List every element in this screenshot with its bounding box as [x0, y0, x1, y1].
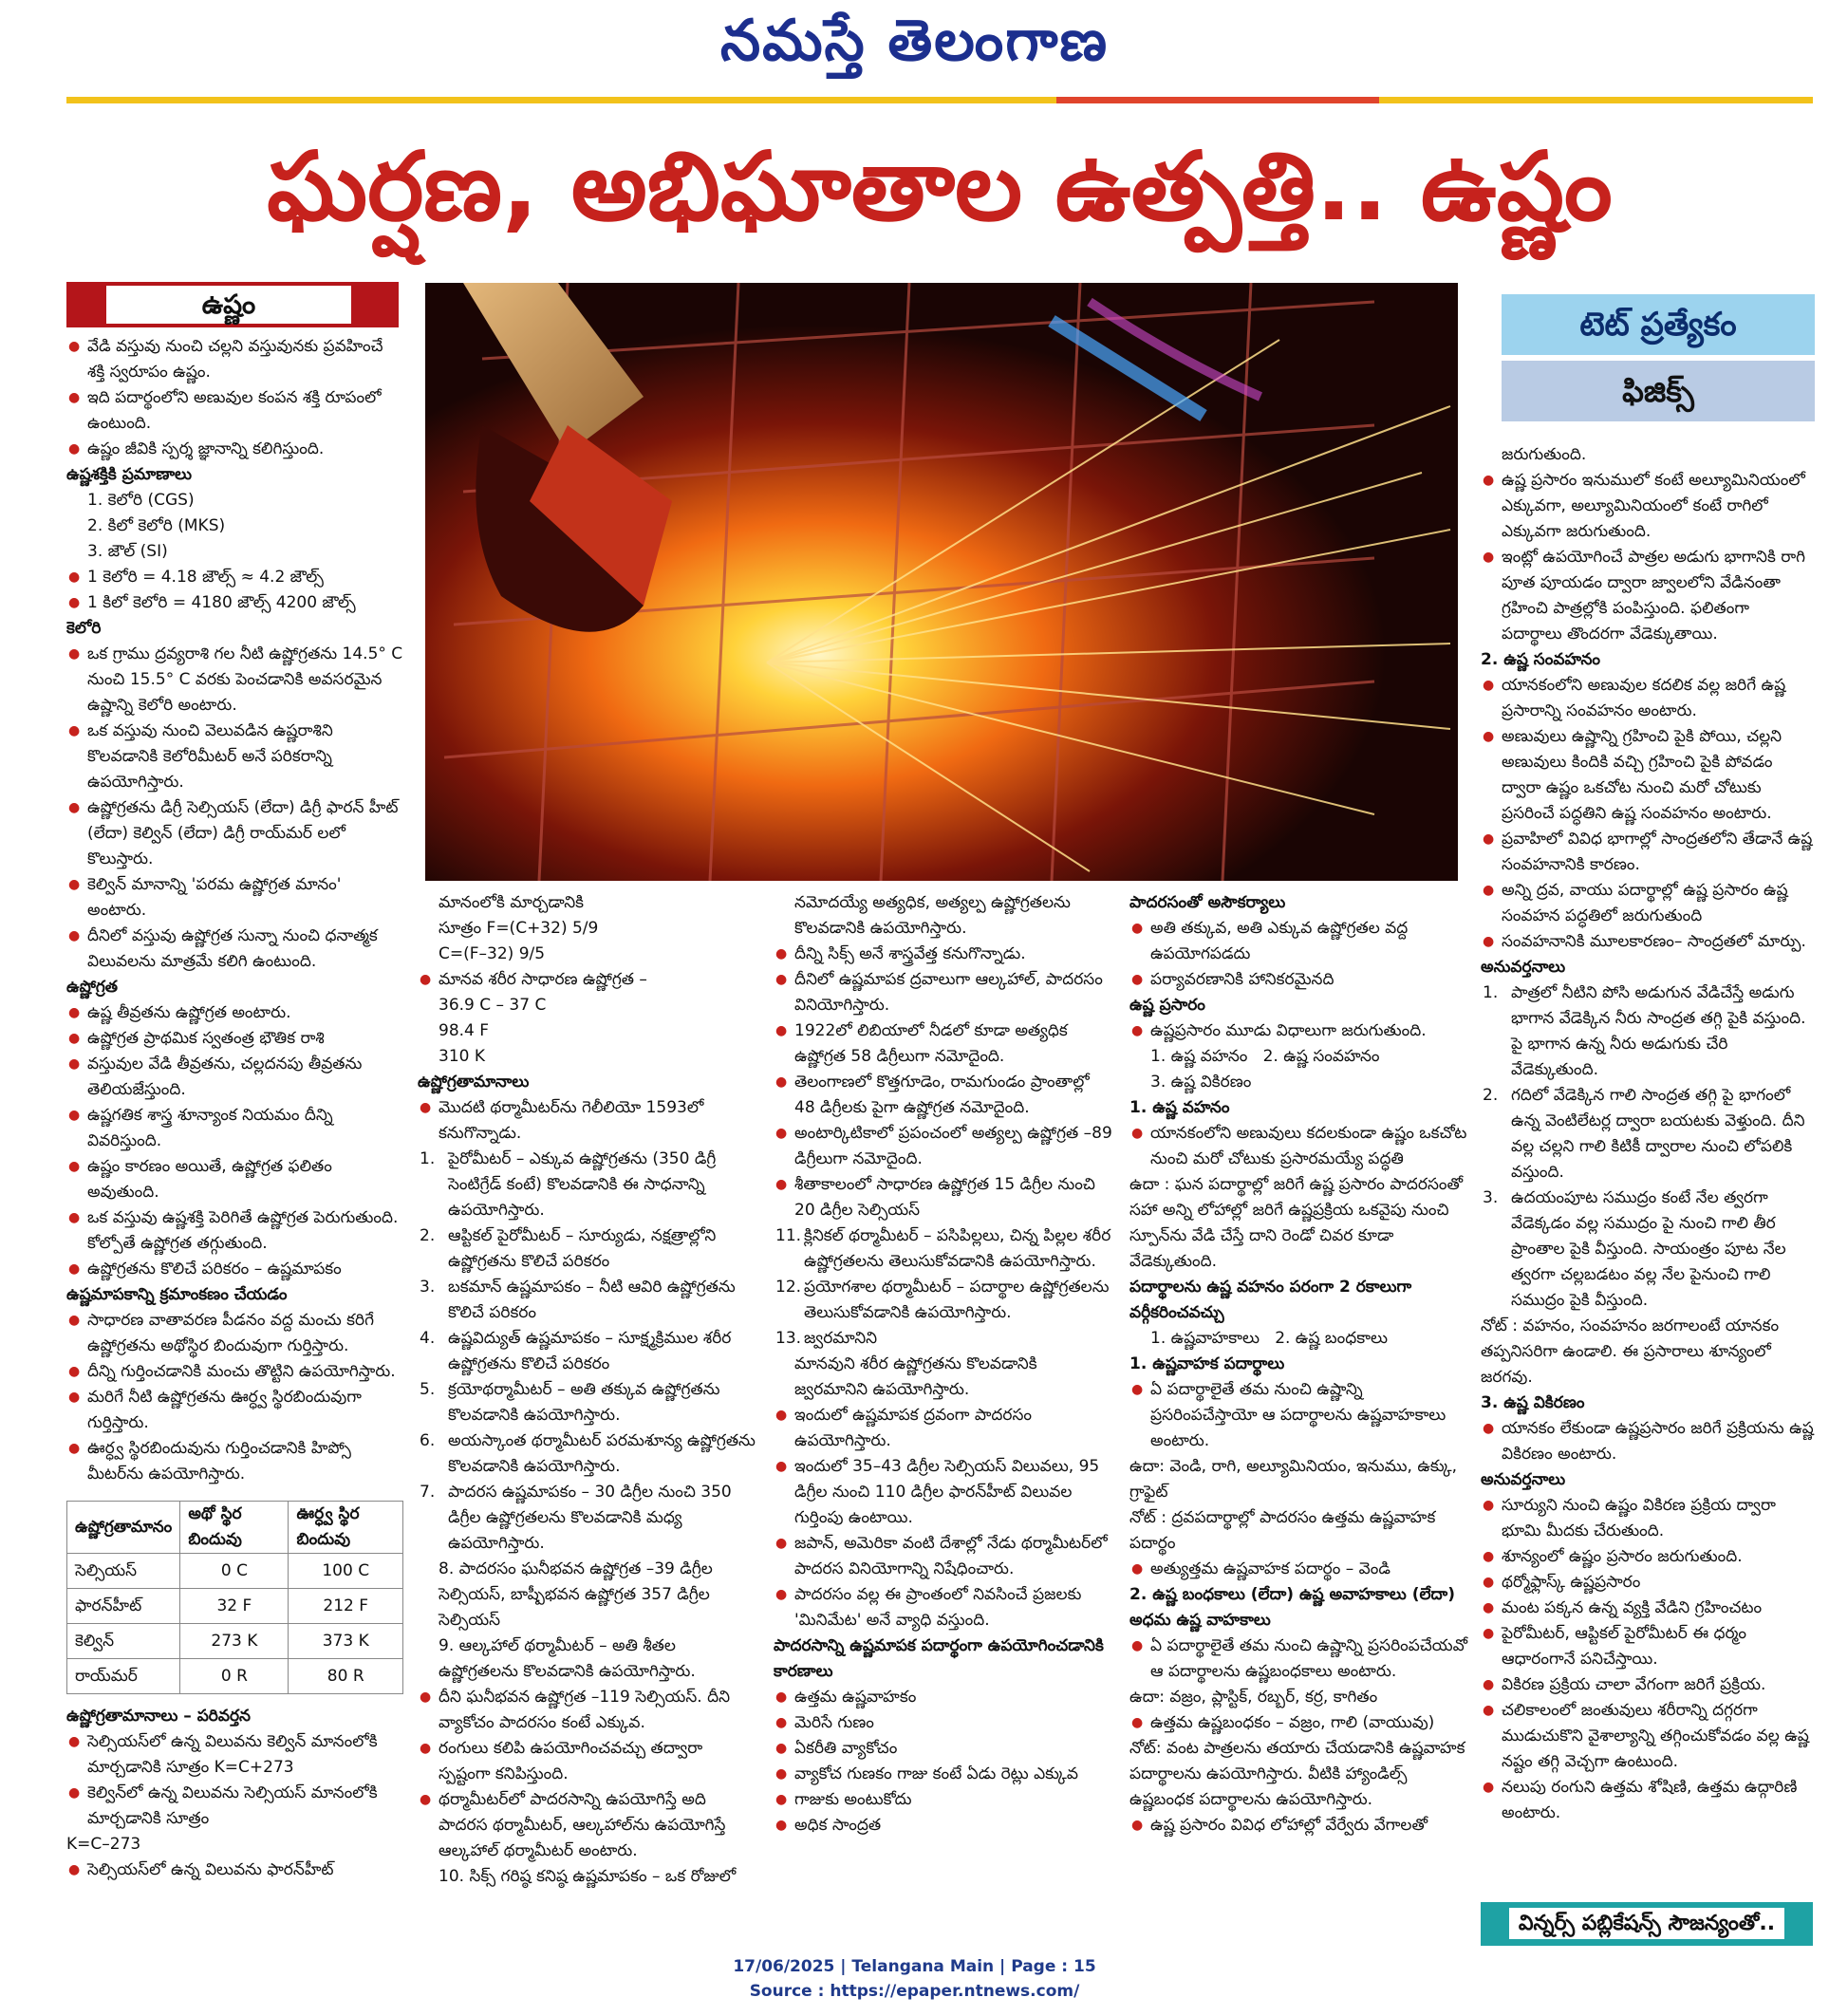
subheading: 2. ఉష్ణ సంవహనం — [1481, 650, 1601, 669]
table-cell: కెల్విన్ — [67, 1624, 180, 1659]
credit-text: విన్నర్స్ పబ్లికేషన్స్ సౌజన్యంతో.. — [1509, 1908, 1784, 1939]
list-item: ● తెలంగాణలో కొత్తగూడెం, రామగుండం ప్రాంతాల్లో 48 డిగ్రీలకు పైగా ఉష్ణోగ్రత నమోదైంది. — [774, 1070, 1112, 1121]
list-item: ● 1922లో లిబియాలో నీడలో కూడా అత్యధిక ఉష్ణోగ్రత 58 డిగ్రీలుగా నమోదైంది. — [774, 1018, 1112, 1070]
header-rule-red — [1056, 97, 1379, 103]
list-item: ● ఉష్ణప్రసారం మూడు విధాలుగా జరుగుతుంది. — [1129, 1018, 1471, 1044]
subheading: ఉష్ణోగ్రతామానాలు — [418, 1073, 530, 1092]
table-cell: 0 R — [180, 1659, 289, 1694]
subheading: అనువర్తనాలు — [1481, 958, 1566, 977]
table-row — [67, 1659, 403, 1694]
table-cell: 273 K — [180, 1624, 289, 1659]
text-line: 8. పాదరసం ఘనీభవన ఉష్ణోగ్రత –39 డిగ్రీల సెల్సియస్, బాష్పీభవన ఉష్ణోగ్రత 357 డిగ్రీల సెల్సియస్ — [439, 1559, 713, 1630]
list-item: ● థర్మామీటర్‌లో పాదరసాన్ని ఉపయోగిస్తే అది పాదరస థర్మామీటర్, ఆల్కహాల్‌ను ఉపయోగిస్తే ఆల్కహాల్ థర్మామీటర్ అంటారు. — [418, 1787, 756, 1864]
tet-special-tag — [1502, 294, 1815, 421]
list-item: ● సెల్సియస్‌లో ఉన్న విలువను ఫారన్‌హీట్ — [66, 1857, 403, 1883]
numbered-item: 3. బకమాన్ ఉష్ణమాపకం – నీటి ఆవిరి ఉష్ణోగ్రతను కొలిచే పరికరం — [420, 1278, 736, 1322]
list-item: ● వికిరణ ప్రక్రియ చాలా వేగంగా జరిగే ప్రక్రియ. — [1481, 1672, 1815, 1698]
text-line: 10. సిక్స్ గరిష్ఠ కనిష్ఠ ఉష్ణమాపకం – ఒక రోజులో — [439, 1867, 737, 1886]
list-item: ● శీతాకాలంలో సాధారణ ఉష్ణోగ్రత 15 డిగ్రీల నుంచి 20 డిగ్రీల సెల్సియస్ — [774, 1172, 1112, 1223]
list-item: ● ప్రవాహిలో వివిధ భాగాల్లో సాంద్రతలోని తేడానే ఉష్ణ సంవహనానికి కారణం. — [1481, 827, 1815, 878]
list-item: ● ఒక గ్రాము ద్రవ్యరాశి గల నీటి ఉష్ణోగ్రతను 14.5° C నుంచి 15.5° C వరకు పెంచడానికి అవసరమైన ఉష్ణాన్ని కెలోరి అంటారు. — [66, 642, 403, 719]
list-item: ● యానకంలోని అణువులు కదలకుండా ఉష్ణం ఒకచోట నుంచి మరో చోటుకు ప్రసారమయ్యే పద్ధతి — [1129, 1121, 1471, 1172]
note-text: నోట్ : వహనం, సంవహనం జరగాలంటే యానకం తప్పనిసరిగా ఉండాలి. ఈ ప్రసారాలు శూన్యంలో జరగవు. — [1481, 1316, 1780, 1387]
subheading: ఉష్ణోగ్రతామానాలు – పరివర్తన — [66, 1707, 251, 1726]
tag-tet-special: టెట్ ప్రత్యేకం — [1502, 294, 1815, 355]
table-cell: 100 C — [289, 1554, 403, 1589]
list-item: ● ఒక వస్తువు నుంచి వెలువడిన ఉష్ణరాశిని కొలవడానికి కెలోరిమీటర్ అనే పరికరాన్ని ఉపయోగిస్తారు. — [66, 719, 403, 795]
subheading: పదార్థాలను ఉష్ణ వహనం పరంగా 2 రకాలుగా వర్గీకరించవచ్చు — [1129, 1278, 1412, 1322]
page-footer-info: 17/06/2025 | Telangana Main | Page : 15 — [733, 1957, 1096, 1976]
text-line: 3. ఉష్ణ వికిరణం — [1150, 1073, 1252, 1092]
list-item: ● ఏకరీతి వ్యాకోచం — [774, 1736, 1112, 1762]
subheading: పాదరసాన్ని ఉష్ణమాపక పదార్థంగా ఉపయోగించడానికి కారణాలు — [774, 1636, 1104, 1681]
text-line: మానంలోకి మార్చడానికి — [439, 893, 585, 912]
column-1 — [66, 334, 403, 1883]
page-footer-source-link[interactable]: Source : https://epaper.ntnews.com/ — [749, 1982, 1080, 2001]
list-item: ● ఇందులో 35–43 డిగ్రీల సెల్సియస్ విలువలు, 95 డిగ్రీల నుంచి 110 డిగ్రీల ఫారన్‌హీట్ విలువల గుర్తింపు ఉంటాయి. — [774, 1454, 1112, 1531]
list-item: ● 1 కెలోరి = 4.18 జౌల్స్ ≈ 4.2 జౌల్స్ — [66, 565, 403, 590]
list-item: ● గాజుకు అంటుకోదు — [774, 1787, 1112, 1813]
example-text: ఉదా: వెండి, రాగి, అల్యూమినియం, ఇనుము, ఉక్కు, గ్రాఫైట్ — [1129, 1457, 1458, 1502]
numbered-item: 7. పాదరస ఉష్ణమాపకం – 30 డిగ్రీల నుంచి 350 డిగ్రీల ఉష్ణోగ్రతలను కొలవడానికి మధ్య ఉపయోగిస్తారు. — [420, 1483, 732, 1553]
column-2 — [418, 890, 756, 1890]
numbered-item: 1. పైరోమీటర్ – ఎక్కువ ఉష్ణోగ్రతను (350 డిగ్రీ సెంటిగ్రేడ్ కంటే) కొలవడానికి ఈ సాధనాన్ని ఉపయోగిస్తారు. — [420, 1149, 717, 1220]
numbered-item: 13. జ్వరమానిని — [775, 1329, 878, 1348]
list-item: ● ఉత్తమ ఉష్ణబంధకం – వజ్రం, గాలి (వాయువు) — [1129, 1710, 1471, 1736]
list-item: ● మెరిసే గుణం — [774, 1710, 1112, 1736]
list-item: ● పర్యావరణానికి హానికరమైనది — [1129, 967, 1471, 993]
list-item: ● మానవ శరీర సాధారణ ఉష్ణోగ్రత – — [418, 967, 756, 993]
list-item: ● అధిక సాంద్రత — [774, 1813, 1112, 1839]
subheading: 2. ఉష్ణ బంధకాలు (లేదా) ఉష్ణ అవాహకాలు (లేదా) అధమ ఉష్ణ వాహకాలు — [1129, 1585, 1456, 1630]
list-item: ● ఉష్ణ తీవ్రతను ఉష్ణోగ్రత అంటారు. — [66, 1000, 403, 1026]
table-row — [67, 1554, 403, 1589]
list-item: ● సూర్యుని నుంచి ఉష్ణం వికిరణ ప్రక్రియ ద్వారా భూమి మీదకు చేరుతుంది. — [1481, 1493, 1815, 1544]
text-line: 98.4 F — [439, 1021, 490, 1040]
note-text: నోట్ : ద్రవపదార్థాల్లో పాదరసం ఉత్తమ ఉష్ణవాహక పదార్థం — [1129, 1508, 1436, 1553]
list-item: ● ఉష్ణ ప్రసారం వివిధ లోహాల్లో వేర్వేరు వేగాలతో — [1129, 1813, 1471, 1839]
numbered-item: 4. ఉష్ణవిద్యుత్ ఉష్ణమాపకం – సూక్ష్మక్రిముల శరీర ఉష్ణోగ్రతను కొలిచే పరికరం — [420, 1329, 732, 1373]
list-item: ● వస్తువుల వేడి తీవ్రతను, చల్లదనపు తీవ్రతను తెలియజేస్తుంది. — [66, 1052, 403, 1103]
list-item: ● పాదరసం వల్ల ఈ ప్రాంతంలో నివసించే ప్రజలకు 'మినిమేట' అనే వ్యాధి వస్తుంది. — [774, 1582, 1112, 1633]
list-item: ● థర్మోఫ్లాస్క్ ఉష్ణప్రసారం — [1481, 1570, 1815, 1596]
list-item: ● అంటార్కిటికాలో ప్రపంచంలో అత్యల్ప ఉష్ణోగ్రత –89 డిగ్రీలుగా నమోదైంది. — [774, 1121, 1112, 1172]
credit-banner — [1481, 1902, 1813, 1946]
list-item: ● చలికాలంలో జంతువులు శరీరాన్ని దగ్గరగా ముడుచుకొని వైశాల్యాన్ని తగ్గించుకోవడం వల్ల ఉష్ణ నష్టం తగ్గి వెచ్చగా ఉంటుంది. — [1481, 1698, 1815, 1775]
list-item: ● ఉత్తమ ఉష్ణవాహకం — [774, 1685, 1112, 1710]
text-line: 9. ఆల్కహాల్ థర్మామీటర్ – అతి శీతల ఉష్ణోగ్రతలను కొలవడానికి ఉపయోగిస్తారు. — [439, 1636, 696, 1681]
list-item: ● ఉష్ణోగ్రతను కొలిచే పరికరం – ఉష్ణమాపకం — [66, 1257, 403, 1282]
list-item: ● అతి తక్కువ, అతి ఎక్కువ ఉష్ణోగ్రతల వద్ద ఉపయోగపడదు — [1129, 916, 1471, 967]
list-item: ● దీనిలో వస్తువు ఉష్ణోగ్రత సున్నా నుంచి ధనాత్మక విలువలను మాత్రమే కలిగి ఉంటుంది. — [66, 924, 403, 975]
list-item: ● ఊర్ధ్వ స్థిరబిందువును గుర్తించడానికి హిప్సో మీటర్‌ను ఉపయోగిస్తారు. — [66, 1436, 403, 1487]
text-line: 36.9 C – 37 C — [439, 996, 547, 1015]
table-header: అథో స్థిర బిందువు — [180, 1502, 289, 1554]
table-cell: 373 K — [289, 1624, 403, 1659]
list-item: ● మరిగే నీటి ఉష్ణోగ్రతను ఊర్ధ్వ స్థిరబిందువుగా గుర్తిస్తారు. — [66, 1385, 403, 1436]
subheading: 3. ఉష్ణ వికిరణం — [1481, 1393, 1585, 1412]
column-5 — [1481, 442, 1815, 1826]
text-line: 1. ఉష్ణ వహనం 2. ఉష్ణ సంవహనం — [1150, 1047, 1380, 1066]
numbered-item: 6. అయస్కాంత థర్మామీటర్ పరమశూన్య ఉష్ణోగ్రతను కొలవడానికి ఉపయోగిస్తారు. — [420, 1431, 756, 1476]
table-row — [67, 1624, 403, 1659]
list-item: ● మంట పక్కన ఉన్న వ్యక్తి వేడిని గ్రహించటం — [1481, 1596, 1815, 1621]
list-item: ● యానకం లేకుండా ఉష్ణప్రసారం జరిగే ప్రక్రియను ఉష్ణ వికిరణం అంటారు. — [1481, 1416, 1815, 1467]
list-item: ● యానకంలోని అణువుల కదలిక వల్ల జరిగే ఉష్ణ ప్రసారాన్ని సంవహనం అంటారు. — [1481, 673, 1815, 724]
numbered-item: 5. క్రయోథర్మామీటర్ – అతి తక్కువ ఉష్ణోగ్రతను కొలవడానికి ఉపయోగిస్తారు. — [420, 1380, 720, 1425]
subheading: ఉష్ణోగ్రత — [66, 978, 119, 997]
example-text: ఉదా : ఘన పదార్థాల్లో జరిగే ఉష్ణ ప్రసారం పాదరసంతో సహా అన్ని లోహాల్లో జరిగే ఉష్ణప్రక్రియ ఒకవైపు నుంచి స్పూన్‌ను వేడి చేస్తే దాని రెండో చివర కూడా వేడెక్కుతుంది. — [1129, 1175, 1464, 1271]
table-row — [67, 1589, 403, 1624]
article-headline: ఘర్షణ, అభిఘాతాల ఉత్పత్తి.. ఉష్ణం — [267, 131, 1613, 242]
table-cell: ఫారన్‌హీట్ — [67, 1589, 180, 1624]
list-item: ● ఉష్ణ ప్రసారం ఇనుములో కంటే అల్యూమినియంలో ఎక్కువగా, అల్యూమినియంలో కంటే రాగిలో ఎక్కువగా జరుగుతుంది. — [1481, 468, 1815, 545]
list-item: ● ఇందులో ఉష్ణమాపక ద్రవంగా పాదరసం ఉపయోగిస్తారు. — [774, 1403, 1112, 1454]
list-item: ● నలుపు రంగుని ఉత్తమ శోషిణి, ఉత్తమ ఉద్గారిణి అంటారు. — [1481, 1775, 1815, 1826]
list-item: ● మొదటి థర్మామీటర్‌ను గెలీలియో 1593లో కనుగొన్నాడు. — [418, 1095, 756, 1147]
list-item: ● దీని ఘనీభవన ఉష్ణోగ్రత –119 సెల్సియస్. దీని వ్యాకోచం పాదరసం కంటే ఎక్కువ. — [418, 1685, 756, 1736]
tag-physics: ఫిజిక్స్ — [1502, 361, 1815, 421]
subheading: 1. ఉష్ణ వహనం — [1129, 1098, 1230, 1117]
list-item: ● కెల్విన్‌లో ఉన్న విలువను సెల్సియస్ మానంలోకి మార్చడానికి సూత్రం — [66, 1781, 403, 1832]
numbered-item: 2. గదిలో వేడెక్కిన గాలి సాంద్రత తగ్గి పై భాగంలో ఉన్న వెంటిలేటర్ల ద్వారా బయటకు వెళ్తుంది. దీని వల్ల చల్లని గాలి కిటికీ ద్వారాల నుంచి లోపలికి వస్తుంది. — [1483, 1086, 1805, 1182]
column-3 — [774, 890, 1112, 1839]
text-line: నమోదయ్యే అత్యధిక, అత్యల్ప ఉష్ణోగ్రతలను కొలవడానికి ఉపయోగిస్తారు. — [794, 893, 1071, 938]
list-item: ● అణువులు ఉష్ణాన్ని గ్రహించి పైకి పోయి, చల్లని అణువులు కిందికి వచ్చి గ్రహించి పైకి పోవడం ద్వారా ఉష్ణం ఒకచోట నుంచి మరో చోటుకు ప్రసరించే పద్ధతిని ఉష్ణ సంవహనం అంటారు. — [1481, 724, 1815, 827]
list-item: ● అన్ని ద్రవ, వాయు పదార్థాల్లో ఉష్ణ ప్రసారం ఉష్ణ సంవహన పద్ధతిలో జరుగుతుంది — [1481, 878, 1815, 929]
list-item: ● ఏ పదార్థాలైతే తమ నుంచి ఉష్ణాన్ని ప్రసరింపచేయవో ఆ పదార్థాలను ఉష్ణబంధకాలు అంటారు. — [1129, 1633, 1471, 1685]
text-line: జరుగుతుంది. — [1502, 445, 1587, 464]
text-line: 1. ఉష్ణవాహకాలు 2. ఉష్ణ బంధకాలు — [1150, 1329, 1388, 1348]
list-item: ● జపాన్, అమెరికా వంటి దేశాల్లో నేడు థర్మామీటర్‌లో పాదరస వినియోగాన్ని నిషేధించారు. — [774, 1531, 1112, 1582]
text-line: C=(F–32) 9/5 — [439, 944, 546, 963]
list-item: ● రంగులు కలిపి ఉపయోగించవచ్చు తద్వారా స్పష్టంగా కనిపిస్తుంది. — [418, 1736, 756, 1787]
list-item: ● శూన్యంలో ఉష్ణం ప్రసారం జరుగుతుంది. — [1481, 1544, 1815, 1570]
table-header: ఊర్ధ్వ స్థిర బిందువు — [289, 1502, 403, 1554]
list-item: ● ఇంట్లో ఉపయోగించే పాత్రల అడుగు భాగానికి రాగి పూత పూయడం ద్వారా జ్వాలలోని వేడినంతా గ్రహించి పాత్రల్లోకి పంపిస్తుంది. ఫలితంగా పదార్థాలు తొందరగా వేడెక్కుతాయి. — [1481, 545, 1815, 647]
subheading: అనువర్తనాలు — [1481, 1470, 1566, 1489]
subheading: పాదరసంతో అసౌకర్యాలు — [1129, 893, 1286, 912]
list-item: ● 1 కిలో కెలోరి = 4180 జౌల్స్ 4200 జౌల్స్ — [66, 590, 403, 616]
table-cell: 80 R — [289, 1659, 403, 1694]
subheading: ఉష్ణశక్తికి ప్రమాణాలు — [66, 465, 192, 484]
list-item: ● ఉష్ణం జీవికి స్పర్శ జ్ఞానాన్ని కలిగిస్తుంది. — [66, 437, 403, 462]
text-line: 310 K — [439, 1047, 485, 1066]
list-item: 2. కిలో కెలోరి (MKS) — [87, 516, 226, 535]
note-text: నోట్: వంట పాత్రలను తయారు చేయడానికి ఉష్ణవాహక పదార్థాలను ఉపయోగిస్తారు. వీటికి హ్యాండిల్స్ ఉష్ణబంధక పదార్థాలను ఉపయోగిస్తారు. — [1129, 1739, 1465, 1809]
list-item: ● అత్యుత్తమ ఉష్ణవాహక పదార్థం – వెండి — [1129, 1557, 1471, 1582]
subheading: ఉష్ణ ప్రసారం — [1129, 996, 1205, 1015]
subheading: 1. ఉష్ణవాహక పదార్థాలు — [1129, 1354, 1285, 1373]
list-item: ● ఉష్ణోగ్రత ప్రాథమిక స్వతంత్ర భౌతిక రాశి — [66, 1026, 403, 1052]
section-label: ఉష్ణం — [106, 286, 351, 324]
list-item: ● పైరోమీటర్, ఆప్టికల్ పైరోమీటర్ ఈ ధర్మం ఆధారంగానే పనిచేస్తాయి. — [1481, 1621, 1815, 1672]
table-cell: 212 F — [289, 1589, 403, 1624]
header-rule-yellow — [66, 97, 1813, 103]
list-item: ● ఏ పదార్థాలైతే తమ నుంచి ఉష్ణాన్ని ప్రసరింపచేస్తాయో ఆ పదార్థాలను ఉష్ణవాహకాలు అంటారు. — [1129, 1377, 1471, 1454]
text-line: సూత్రం F=(C+32) 5/9 — [439, 919, 599, 938]
list-item: ● ఉష్ణోగ్రతను డిగ్రీ సెల్సియస్ (లేదా) డిగ్రీ ఫారన్ హీట్ (లేదా) కెల్విన్ (లేదా) డిగ్రీ రాయ్‌మర్ లలో కొలుస్తారు. — [66, 795, 403, 872]
list-item: ● దీనిలో ఉష్ణమాపక ద్రవాలుగా ఆల్కహాల్, పాదరసం వినియోగిస్తారు. — [774, 967, 1112, 1018]
table-cell: సెల్సియస్ — [67, 1554, 180, 1589]
numbered-item: 3. ఉదయంపూట సముద్రం కంటే నేల త్వరగా వేడెక్కడం వల్ల సముద్రం పై నుంచి గాలి తీర ప్రాంతాల పైకి వీస్తుంది. సాయంత్రం పూట నేల త్వరగా చల్లబడటం వల్ల నేల పైనుంచి గాలి సముద్రం పైకి వీస్తుంది. — [1483, 1188, 1786, 1310]
numbered-item: 2. ఆప్టికల్ పైరోమీటర్ – సూర్యుడు, నక్షత్రాల్లోని ఉష్ణోగ్రతను కొలిచే పరికరం — [420, 1226, 717, 1271]
list-item: ● వేడి వస్తువు నుంచి చల్లని వస్తువునకు ప్రవహించే శక్తి స్వరూపం ఉష్ణం. — [66, 334, 403, 385]
example-text: ఉదా: వజ్రం, ప్లాస్టిక్, రబ్బర్, కర్ర, కాగితం — [1129, 1688, 1378, 1707]
list-item: ● సంవహనానికి మూలకారణం– సాంద్రతలో మార్పు. — [1481, 929, 1815, 955]
list-item: ● వ్యాకోచ గుణకం గాజు కంటే ఏడు రెట్లు ఎక్కువ — [774, 1762, 1112, 1787]
list-item: ● దీన్ని సిక్స్ అనే శాస్త్రవేత్త కనుగొన్నాడు. — [774, 942, 1112, 967]
subheading: ఉష్ణమాపకాన్ని క్రమాంకణం చేయడం — [66, 1285, 288, 1304]
table-cell: రాయ్‌మర్ — [67, 1659, 180, 1694]
numbered-item: 12. ప్రయోగశాల థర్మామీటర్ – పదార్థాల ఉష్ణోగ్రతలను తెలుసుకోవడానికి ఉపయోగిస్తారు. — [775, 1278, 1110, 1322]
list-item: ● ఉష్ణగతిక శాస్త్ర శూన్యాంక నియమం దీన్ని వివరిస్తుంది. — [66, 1103, 403, 1154]
temperature-scale-table — [66, 1501, 403, 1694]
list-item: ● సెల్సియస్‌లో ఉన్న విలువను కెల్విన్ మానంలోకి మార్చడానికి సూత్రం K=C+273 — [66, 1729, 403, 1781]
subheading: కెలోరి — [66, 619, 102, 638]
text-line: మానవుని శరీర ఉష్ణోగ్రతను కొలవడానికి జ్వరమానిని ఉపయోగిస్తారు. — [794, 1354, 1037, 1399]
column-4 — [1129, 890, 1471, 1839]
masthead-logo: నమస్తే తెలంగాణ — [719, 8, 1110, 74]
table-cell: 0 C — [180, 1554, 289, 1589]
list-item: ● ఉష్ణం కారణం అయితే, ఉష్ణోగ్రత ఫలితం అవుతుంది. — [66, 1154, 403, 1205]
list-item: 1. కెలోరి (CGS) — [87, 491, 195, 510]
table-header: ఉష్ణోగ్రతామానం — [67, 1502, 180, 1554]
table-cell: 32 F — [180, 1589, 289, 1624]
list-item: ● ఇది పదార్థంలోని అణువుల కంపన శక్తి రూపంలో ఉంటుంది. — [66, 385, 403, 437]
numbered-item: 11. క్లినికల్ థర్మామీటర్ – పసిపిల్లలు, చిన్న పిల్లల శరీర ఉష్ణోగ్రతలను తెలుసుకోవడానికి ఉపయోగిస్తారు. — [775, 1226, 1111, 1271]
table-header-row — [67, 1502, 403, 1554]
list-item: ● సాధారణ వాతావరణ పీడనం వద్ద మంచు కరిగే ఉష్ణోగ్రతను అథోస్థిర బిందువుగా గుర్తిస్తారు. — [66, 1308, 403, 1359]
list-item: ● దీన్ని గుర్తించడానికి మంచు తొట్టిని ఉపయోగిస్తారు. — [66, 1359, 403, 1385]
list-item: ● కెల్విన్ మానాన్ని 'పరమ ఉష్ణోగ్రత మానం' అంటారు. — [66, 872, 403, 924]
formula: K=C–273 — [66, 1835, 141, 1854]
numbered-item: 1. పాత్రలో నీటిని పోసి అడుగున వేడిచేస్తే అడుగు భాగాన వేడెక్కిన నీరు సాంద్రత తగ్గి పైకి వస్తుంది. పై భాగాన ఉన్న నీరు అడుగుకు చేరి వేడెక్కుతుంది. — [1483, 983, 1806, 1079]
section-label-bar — [66, 282, 399, 327]
sparks-photo — [425, 283, 1458, 881]
list-item: 3. జౌల్ (SI) — [87, 542, 168, 561]
list-item: ● ఒక వస్తువు ఉష్ణశక్తి పెరిగితే ఉష్ణోగ్రత పెరుగుతుంది. కోల్పోతే ఉష్ణోగ్రత తగ్గుతుంది. — [66, 1205, 403, 1257]
